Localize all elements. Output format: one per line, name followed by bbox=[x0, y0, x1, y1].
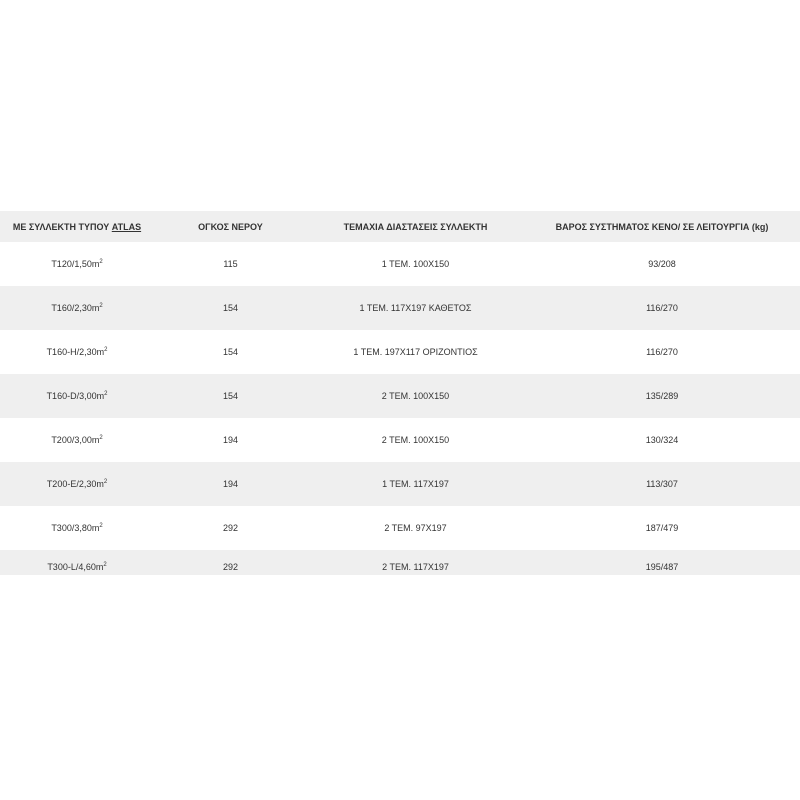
cell-volume: 154 bbox=[154, 374, 307, 418]
cell-model bbox=[0, 330, 154, 374]
cell-model bbox=[0, 286, 154, 330]
cell-weight: 116/270 bbox=[524, 286, 800, 330]
spec-table bbox=[0, 211, 800, 575]
table-row bbox=[0, 242, 800, 286]
model-text: T300/3,80m bbox=[51, 523, 100, 533]
header-water-volume: ΟΓΚΟΣ ΝΕΡΟΥ bbox=[154, 211, 307, 242]
cell-collector: 2 ΤΕΜ. 100X150 bbox=[307, 374, 524, 418]
cell-volume: 292 bbox=[222, 523, 239, 533]
cell-collector: 2 ΤΕΜ. 117X197 bbox=[307, 550, 524, 575]
model-text: T160-D/3,00m bbox=[46, 391, 105, 401]
unit-superscript: 2 bbox=[99, 303, 103, 309]
model-text: T300-L/4,60m bbox=[47, 562, 104, 572]
unit-superscript: 2 bbox=[99, 259, 103, 265]
cell-model bbox=[0, 242, 154, 286]
table-row bbox=[0, 462, 800, 506]
table-row bbox=[0, 418, 800, 462]
cell-model bbox=[0, 506, 154, 550]
header-collector-dimensions: ΤΕΜΑΧΙΑ ΔΙΑΣΤΑΣΕΙΣ ΣΥΛΛΕΚΤΗ bbox=[307, 211, 524, 242]
cell-volume: 115 bbox=[223, 259, 238, 269]
cell-weight: 135/289 bbox=[524, 374, 800, 418]
header-row bbox=[0, 211, 800, 242]
model-text: T160/2,30m bbox=[51, 303, 100, 313]
cell-weight: 93/208 bbox=[648, 259, 676, 269]
model-text: T160-H/2,30m bbox=[46, 347, 105, 357]
cell-volume: 194 bbox=[222, 435, 239, 445]
cell-model bbox=[0, 550, 154, 575]
header-system-weight: ΒΑΡΟΣ ΣΥΣΤΗΜΑΤΟΣ ΚΕΝΟ/ ΣΕ ΛΕΙΤΟΥΡΓΙΑ (kg) bbox=[524, 211, 800, 242]
model-text: T200-E/2,30m bbox=[46, 479, 104, 489]
unit-superscript: 2 bbox=[104, 391, 108, 397]
unit-superscript: 2 bbox=[103, 562, 107, 568]
header-collector-type bbox=[0, 211, 154, 242]
cell-model bbox=[0, 374, 154, 418]
unit-superscript: 2 bbox=[99, 435, 103, 441]
cell-collector: 1 ΤΕΜ. 100X150 bbox=[381, 259, 450, 269]
cell-collector: 1 ΤΕΜ. 117X197 ΚΑΘΕΤΟΣ bbox=[307, 286, 524, 330]
cell-model bbox=[0, 418, 154, 462]
cell-collector: 1 ΤΕΜ. 197X117 ΟΡΙΖΟΝΤΙΟΣ bbox=[353, 347, 478, 357]
table-row bbox=[0, 550, 800, 575]
cell-weight: 195/487 bbox=[524, 550, 800, 575]
cell-volume: 292 bbox=[154, 550, 307, 575]
header-brand-atlas: ATLAS bbox=[111, 221, 142, 232]
cell-weight: 187/479 bbox=[645, 523, 679, 533]
cell-weight: 130/324 bbox=[645, 435, 679, 445]
model-text: T200/3,00m bbox=[51, 435, 100, 445]
header-collector-type-prefix: ΜΕ ΣΥΛΛΕΚΤΗ ΤΥΠΟΥ bbox=[12, 221, 110, 232]
cell-volume: 194 bbox=[154, 462, 307, 506]
table-row bbox=[0, 374, 800, 418]
cell-weight: 116/270 bbox=[646, 347, 678, 357]
cell-collector: 2 ΤΕΜ. 97X197 bbox=[384, 523, 447, 533]
cell-collector: 1 ΤΕΜ. 117X197 bbox=[307, 462, 524, 506]
unit-superscript: 2 bbox=[103, 479, 108, 485]
cell-volume: 154 bbox=[222, 347, 239, 357]
cell-model bbox=[0, 462, 154, 506]
model-text: T120/1,50m bbox=[51, 259, 100, 269]
table-row bbox=[0, 330, 800, 374]
cell-volume: 154 bbox=[154, 286, 307, 330]
table-row bbox=[0, 506, 800, 550]
unit-superscript: 2 bbox=[104, 347, 108, 353]
cell-collector: 2 ΤΕΜ. 100X150 bbox=[381, 435, 450, 445]
unit-superscript: 2 bbox=[99, 523, 103, 529]
table-row bbox=[0, 286, 800, 330]
cell-weight: 113/307 bbox=[524, 462, 800, 506]
